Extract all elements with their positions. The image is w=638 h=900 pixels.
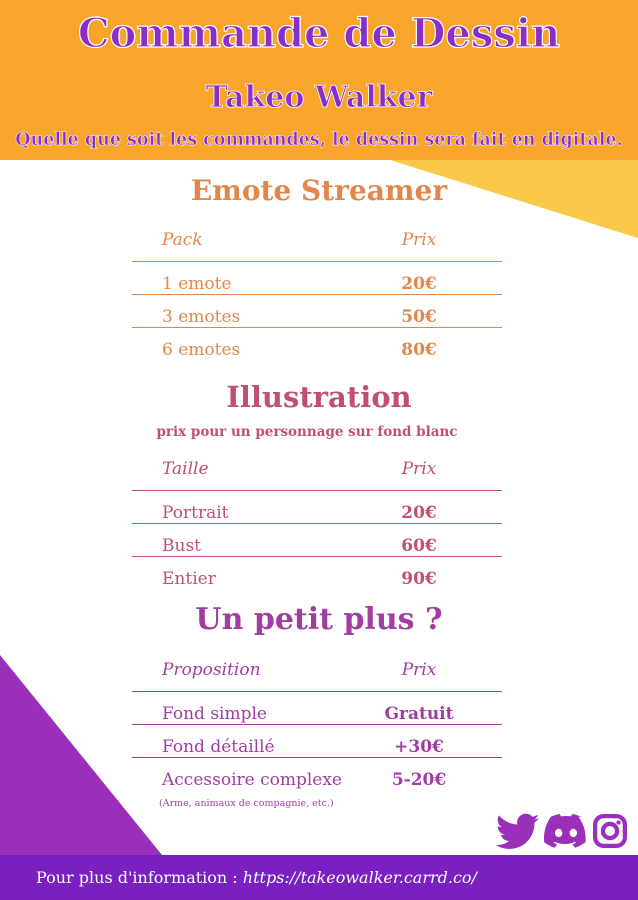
row-price: +30€ xyxy=(394,737,444,757)
section-title-extras: Un petit plus ? xyxy=(195,602,443,637)
table-row xyxy=(132,557,502,590)
table-row xyxy=(132,524,502,557)
row-price: 90€ xyxy=(401,569,437,589)
tagline: Quelle que soit les commandes, le dessin sera fait en digitale. xyxy=(15,130,623,150)
column-header-proposition: Proposition xyxy=(162,660,261,680)
row-label: 3 emotes xyxy=(162,307,241,327)
page-title: Commande de Dessin xyxy=(77,10,561,57)
column-header-pack: Pack xyxy=(162,230,203,250)
column-header-price: Prix xyxy=(401,660,437,680)
row-label: Bust xyxy=(162,536,201,556)
table-header-row xyxy=(132,224,502,262)
footer-label: Pour plus d'information : xyxy=(36,868,243,887)
footer xyxy=(0,855,638,900)
section-title-illustration: Illustration xyxy=(226,380,412,414)
row-price: 60€ xyxy=(401,536,437,556)
section-subtitle-illustration: prix pour un personnage sur fond blanc xyxy=(156,424,458,440)
column-header-size: Taille xyxy=(162,459,209,479)
table-row xyxy=(132,725,502,758)
row-label: 6 emotes xyxy=(162,340,241,360)
column-header-price: Prix xyxy=(401,230,437,250)
price-table-extras xyxy=(132,654,502,809)
table-row xyxy=(132,692,502,725)
header xyxy=(0,0,638,160)
discord-icon[interactable] xyxy=(544,813,588,855)
table-row xyxy=(132,491,502,524)
table-row xyxy=(132,295,502,328)
website-link[interactable]: https://takeowalker.carrd.co/ xyxy=(242,868,477,887)
row-price: 20€ xyxy=(401,274,437,294)
column-header-price: Prix xyxy=(401,459,437,479)
price-table-illustration xyxy=(132,453,502,590)
row-label: Portrait xyxy=(162,503,229,523)
row-price: 80€ xyxy=(401,340,437,360)
price-table-emote xyxy=(132,224,502,361)
row-label: Accessoire complexe xyxy=(162,770,342,790)
table-header-row xyxy=(132,654,502,692)
section-title-emote: Emote Streamer xyxy=(190,174,448,207)
row-price: 20€ xyxy=(401,503,437,523)
table-row xyxy=(132,262,502,295)
instagram-icon[interactable] xyxy=(593,813,627,853)
row-price: 5-20€ xyxy=(391,770,447,790)
row-label: Entier xyxy=(162,569,216,589)
table-header-row xyxy=(132,453,502,491)
table-row xyxy=(132,758,502,809)
artist-name: Takeo Walker xyxy=(205,80,433,115)
row-price: 50€ xyxy=(401,307,437,327)
table-row xyxy=(132,328,502,361)
twitter-icon[interactable] xyxy=(496,813,540,855)
footer-text xyxy=(36,868,477,887)
row-note: (Arme, animaux de compagnie, etc.) xyxy=(159,798,334,809)
row-label: 1 emote xyxy=(162,274,232,294)
row-label: Fond simple xyxy=(162,704,267,724)
row-price: Gratuit xyxy=(384,704,454,724)
row-label: Fond détaillé xyxy=(162,737,275,757)
